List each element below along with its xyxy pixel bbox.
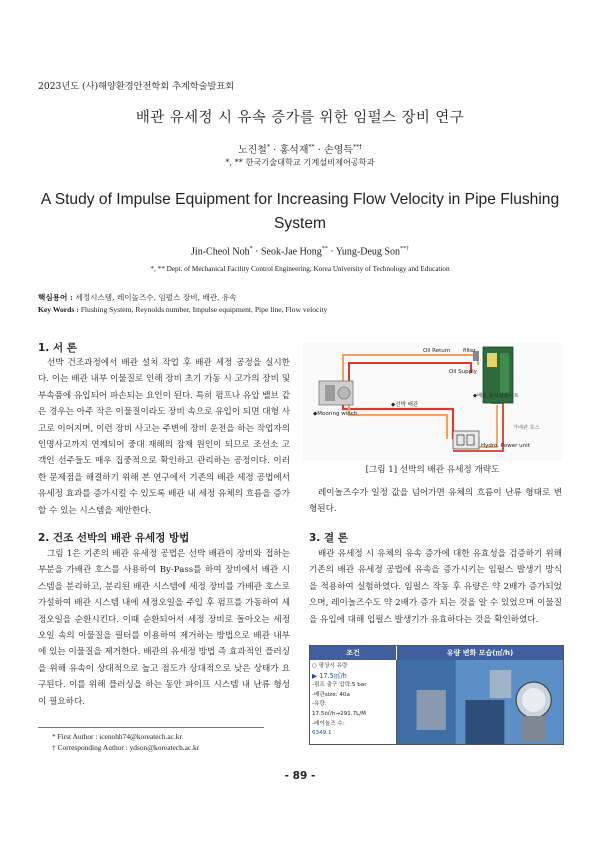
table-condition-line: 6349.1 (312, 730, 332, 737)
section1-continuation (309, 485, 562, 518)
table-condition-cell (310, 660, 397, 744)
author-name: Seok-Jae Hong (260, 246, 322, 258)
author-separator: · (314, 145, 325, 156)
author-mark: * (249, 246, 253, 252)
table-condition-line: ○ 평상시 유량 (312, 663, 348, 669)
table-condition-line: -유량: (312, 701, 327, 708)
author-mark: **† (353, 143, 363, 151)
table-condition-line: ▶ 17.5㎥/h (312, 671, 347, 680)
author-mark: * (266, 143, 270, 151)
keywords-korean (38, 292, 237, 303)
section1-heading: 1. 서 론 (38, 342, 77, 354)
authors-english (0, 246, 600, 257)
section3-heading: 3. 결 론 (309, 532, 348, 544)
section2-heading: 2. 건조 선박의 배관 유세정 방법 (38, 532, 190, 544)
author-separator: · (252, 246, 261, 258)
author-mark: **† (399, 246, 409, 252)
label-mooring-winch: ◆Mooring winch (313, 411, 358, 417)
label-filter: filter (463, 348, 476, 354)
author-name: Jin-Cheol Noh (191, 246, 250, 258)
author-name: 손영득 (324, 145, 354, 156)
keywords-label: 핵심용어 : (38, 293, 76, 302)
authors-korean (0, 141, 600, 156)
label-oil-return: Oil Return (423, 348, 451, 354)
author-mark: ** (321, 246, 328, 252)
footnote-first-author: * First Author : icenohh74@koreatech.ac.kr (52, 732, 182, 741)
page-number: - 89 - (284, 770, 316, 782)
section2-body (38, 546, 290, 710)
section3-paragraph: 배관 유세정 시 유체의 유속 증가에 대한 유효성을 검증하기 위해 기존의 배관 유세정 공법에 유속을 증가시키는 임펄스 발생기 방식을 적용하여 실험하였다. 임펄스 작동 후 유량은 약 2배가 증가되었으며, 레이놀즈수도 약 2배가 증가 되는 것을 알 수 있었으며 이물질을 유입에 대해 입펄스 발생기가 유효하다는 것을 확인하였다. (309, 549, 562, 625)
section1-paragraph: 선박 건조과정에서 배관 설치 작업 후 배관 세정 공정을 실시한다. 이는 배관 내부 이물질로 인해 장비 초기 가동 시 고가의 장비 및 부속품에 유입되어 파손되는 요인이 된다. 특히 펌프나 유압 밸브 같은 경우는 아주 작은 이물질이라도 장비 속으로 유입이 되면 대형 사고로 이어지며, 이런 장비 사고는 주변에 장비 운전을 하는 작업자의 인명사고까지 연계되어 중대 재해의 잠재 원인이 되므로 조선소 고객인 선주들도 매우 집중적으로 확인하고 관리하는 공정이다. 이러한 문제점을 해결하기 위해 본 연구에서 기존의 배관 세정 공법에서 유세정 효과를 증가시킬 수 있도록 배관 내 세정 유체의 흐름을 증가할 수 있는 시스템을 제안한다. (38, 358, 290, 516)
author-name: 홍석재 (279, 145, 309, 156)
label-oil-supply: Oil Supply (449, 369, 477, 375)
results-table (309, 645, 564, 745)
paper-title-english: A Study of Impulse Equipment for Increasing Flow Velocity in Pipe Flushing System (40, 191, 560, 232)
author-separator: · (327, 246, 336, 258)
table-condition-line: -배관size: 40a (312, 691, 350, 698)
table-condition-line: 17.5㎥/h→291.7L/M (312, 710, 367, 717)
keywords-label: Key Words : (38, 305, 81, 314)
table-condition-line: -펌프 출구 압력:5 bar (312, 682, 367, 689)
footnote-divider (38, 727, 264, 728)
keywords-text: 세정시스템, 레이놀즈수, 임펄스 장비, 배관, 유속 (75, 293, 237, 302)
section1-continuation-paragraph: 레이놀즈수가 일정 값을 넘어가면 유체의 흐름이 난류 형태로 변형된다. (309, 488, 562, 515)
flow-photo (397, 660, 563, 744)
affiliation-english: *, ** Dept. of Mechanical Facility Control Engineering, Korea University of Technology and Education (150, 265, 450, 273)
label-temp-hose: 가배관 호스 (513, 425, 540, 431)
author-name: 노진철 (237, 145, 267, 156)
label-ship-pipe: ◆선박 배관 (391, 402, 419, 408)
label-equipment: ◆배관 플러싱유니트 (473, 393, 519, 399)
table-photo-cell (397, 660, 563, 744)
table-header-condition: 조건 (310, 646, 397, 660)
table-header-change: 유량 변화 모습(㎥/h) (446, 649, 514, 657)
affiliation-korean: *, ** 한국기술대학교 기계설비제어공학과 (225, 157, 375, 167)
conference-header: 2023년도 (사)해양환경안전학회 추계학술발표회 (38, 81, 235, 92)
section3-body (309, 546, 562, 628)
author-mark: ** (308, 143, 315, 151)
keywords-text: Flushing System, Reynolds number, Impulse equipment, Pipe line, Flow velocity (80, 305, 328, 314)
author-separator: · (269, 145, 280, 156)
label-hydro-power-unit: Hydro. Power unit (481, 443, 530, 449)
footnote-corresponding-author: † Corresponding Author : ydson@koreatech.ac.kr (52, 743, 200, 752)
table-condition-line: -레이놀즈 수: (312, 720, 345, 727)
author-name: Yung-Deug Son (335, 246, 400, 258)
figure1-caption: [그림 1] 선박의 배관 유세정 개략도 (365, 465, 500, 475)
figure1-schematic (303, 343, 562, 461)
keywords-english (38, 305, 327, 314)
section1-body (38, 355, 290, 519)
paper-title-korean: 배관 유세정 시 유속 증가를 위한 임펄스 장비 연구 (135, 110, 465, 126)
section2-paragraph: 그림 1은 기존의 배관 유세정 공법은 선박 배관이 장비와 접하는 부분을 가배관 호스를 사용하여 By-Pass를 하여 장비에서 배관 시스템을 분리하고, 분리된 배관 시스템에 세정 장비를 가배관 호스로 가설하여 배관 시스템 내에 세정오일을 주입 후 펌프를 가동하여 세정오일을 순환시킨다. 이때 순환되어서 세정 장비로 돌아오는 세정오일 속의 이물질을 필터를 이용하여 제거하는 방법으로 배관 내부에 있는 이물질을 제거한다. 배관의 유세정 방법 즉 효과적인 플러싱을 위해 유속이 상대적으로 높고 점도가 상대적으로 낮은 상태가 요구된다. 이를 위해 플러싱을 하는 동안 파이프 시스템 내 난류 형성이 필요하다. (38, 549, 290, 707)
